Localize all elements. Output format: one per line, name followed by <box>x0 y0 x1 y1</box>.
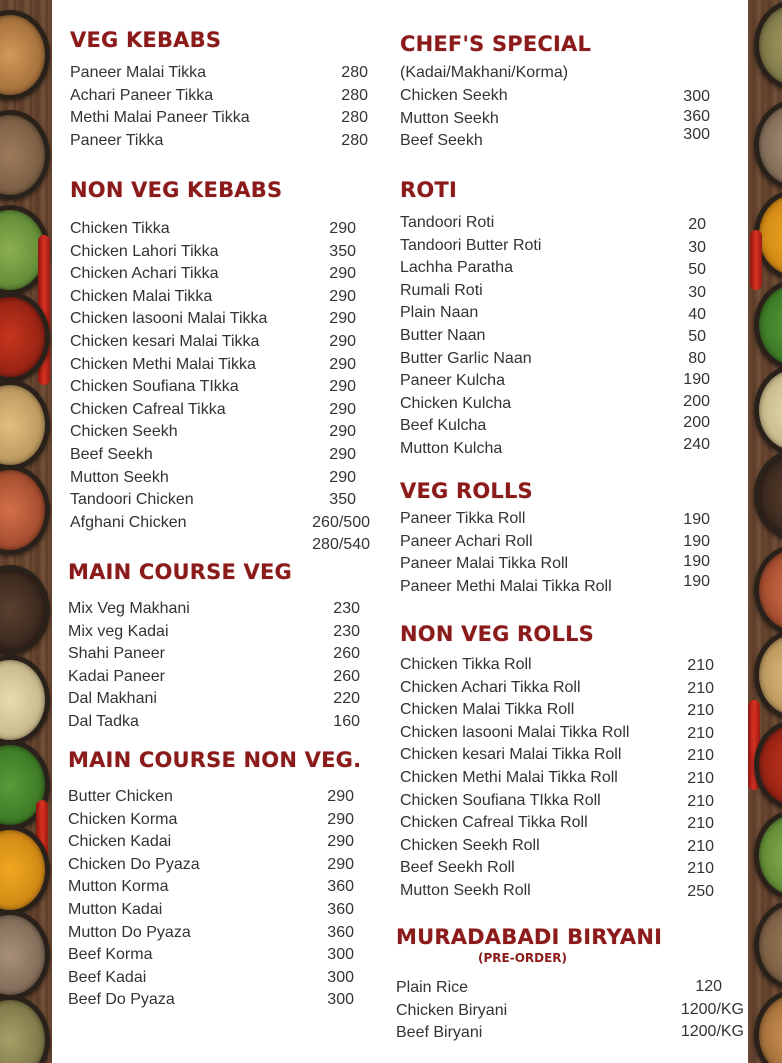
menu-item: Chicken Cafreal Tikka 290 <box>70 399 370 422</box>
menu-item: Paneer Tikka Roll 190 <box>400 508 736 531</box>
bowl-icon <box>754 100 782 190</box>
section-title: VEG KEBABS <box>70 28 222 52</box>
item-price: 290 <box>327 833 354 851</box>
item-price: 220 <box>333 690 360 708</box>
section-title: VEG ROLLS <box>400 479 533 503</box>
item-price: 240 <box>683 435 710 453</box>
item-price: 210 <box>687 860 714 878</box>
item-price: 210 <box>687 815 714 833</box>
menu-item: Chicken Soufiana TIkka 290 <box>70 376 370 399</box>
item-price: 210 <box>687 724 714 742</box>
menu-item: Mix Veg Makhani 230 <box>68 598 370 621</box>
item-price: 250 <box>687 882 714 900</box>
menu-item: Achari Paneer Tikka 280 <box>70 85 370 108</box>
item-price: 210 <box>687 769 714 787</box>
item-price: 50 <box>688 261 706 279</box>
menu-item: Mutton Seekh 290 <box>70 467 370 490</box>
item-price: 290 <box>327 788 354 805</box>
menu-item: Mutton Kulcha 240 <box>400 435 710 457</box>
menu-item: Beef Do Pyaza 300 <box>68 989 370 1012</box>
section-title: NON VEG KEBABS <box>70 178 283 202</box>
item-price: 210 <box>687 702 714 720</box>
menu-item: Chicken Biryani 1200/KG <box>396 1000 736 1023</box>
item-price: 290 <box>327 855 354 873</box>
item-price: 190 <box>683 572 710 590</box>
item-price: 360 <box>327 900 354 918</box>
bowl-icon <box>0 10 50 100</box>
menu-item: Tandoori Butter Roti 30 <box>400 235 736 258</box>
section-veg-kebabs <box>70 28 370 152</box>
menu-item: Beef Kadai 300 <box>68 967 370 990</box>
section-non-veg-rolls <box>400 622 736 903</box>
item-price: 160 <box>333 712 360 730</box>
section-title: NON VEG ROLLS <box>400 622 594 646</box>
menu-item: Lachha Paratha 50 <box>400 257 736 280</box>
bowl-icon <box>754 900 782 990</box>
menu-item: Chicken Seekh 290 <box>70 421 370 444</box>
menu-item: Tandoori Roti 20 <box>400 212 736 235</box>
item-price: 290 <box>329 423 356 441</box>
bowl-icon <box>754 990 782 1063</box>
item-price: 190 <box>683 532 710 550</box>
spice-border-right <box>748 0 782 1063</box>
item-price: 290 <box>329 310 356 328</box>
item-price: 190 <box>683 553 710 571</box>
item-price: 280 <box>341 86 368 104</box>
item-price: 280/540 <box>312 536 370 554</box>
menu-item: Mutton Kadai 360 <box>68 899 370 922</box>
bowl-icon <box>0 655 50 745</box>
menu-item: Chicken Soufiana TIkka Roll 210 <box>400 790 736 813</box>
item-price: 300 <box>683 126 710 144</box>
menu-item: Chicken lasooni Malai Tikka Roll 210 <box>400 722 736 745</box>
item-price: 300 <box>327 991 354 1009</box>
item-price: 30 <box>688 283 706 301</box>
item-price: 290 <box>329 355 356 373</box>
item-price: 290 <box>329 332 356 350</box>
item-price: 1200/KG <box>680 1000 744 1018</box>
menu-item: Dal Tadka 160 <box>68 711 370 734</box>
item-price: 80 <box>688 349 706 367</box>
menu-item: Afghani Chicken 260/500 <box>70 512 370 535</box>
menu-item: Chicken Tikka 290 <box>70 218 370 241</box>
menu-item: Mutton Korma 360 <box>68 876 370 899</box>
item-price: 280 <box>341 131 368 149</box>
item-price: 260/500 <box>312 513 370 531</box>
item-price: 290 <box>329 378 356 396</box>
menu-item: Plain Naan 40 <box>400 302 736 325</box>
menu-item: Methi Malai Paneer Tikka 280 <box>70 107 370 130</box>
section-non-veg-kebabs <box>70 178 370 554</box>
item-price: 1200/KG <box>680 1023 744 1041</box>
menu-item: Chicken Cafreal Tikka Roll 210 <box>400 812 736 835</box>
menu-item: Chicken Achari Tikka 290 <box>70 263 370 286</box>
item-price: 360 <box>683 107 710 125</box>
chili-icon <box>750 230 762 290</box>
bowl-icon <box>754 810 782 900</box>
menu-item: Chicken Kulcha 200 <box>400 392 710 412</box>
menu-item: Chicken Malai Tikka Roll 210 <box>400 699 736 722</box>
menu-page <box>52 0 748 1063</box>
menu-item: Chicken Tikka Roll 210 <box>400 654 736 677</box>
item-price: 210 <box>687 679 714 697</box>
menu-item: Mix veg Kadai 230 <box>68 621 370 644</box>
menu-item: Beef Korma 300 <box>68 944 370 967</box>
menu-item: Chicken Achari Tikka Roll 210 <box>400 677 736 700</box>
bowl-icon <box>754 280 782 370</box>
menu-item: Chicken kesari Malai Tikka 290 <box>70 331 370 354</box>
menu-item: Chicken Seekh 300 <box>400 85 736 108</box>
item-price: 30 <box>688 238 706 256</box>
bowl-icon <box>754 365 782 455</box>
menu-item: Mutton Seekh Roll 250 <box>400 880 736 903</box>
item-price: 190 <box>683 511 710 528</box>
menu-item: Plain Rice 120 <box>396 977 736 1000</box>
item-price: 350 <box>329 242 356 260</box>
section-roti <box>400 178 736 461</box>
menu-item <box>70 534 370 557</box>
menu-item: Kadai Paneer 260 <box>68 666 370 689</box>
item-price: 290 <box>329 400 356 418</box>
item-price: 200 <box>683 414 710 432</box>
item-price: 300 <box>327 946 354 964</box>
menu-item: Chicken Methi Malai Tikka Roll 210 <box>400 767 736 790</box>
item-price: 260 <box>333 667 360 685</box>
section-chefs-special <box>400 32 736 153</box>
bowl-icon <box>0 380 50 470</box>
menu-item: Mutton Seekh 360 <box>400 107 710 127</box>
menu-item: Mutton Do Pyaza 360 <box>68 922 370 945</box>
menu-item: Chicken Kadai 290 <box>68 831 370 854</box>
item-price: 230 <box>333 600 360 617</box>
menu-item: Chicken Malai Tikka 290 <box>70 286 370 309</box>
section-title: MAIN COURSE VEG <box>68 560 292 584</box>
item-price: 210 <box>687 747 714 765</box>
section-muradabadi-biryani <box>396 925 744 1045</box>
menu-item: Beef Seekh 300 <box>400 126 710 150</box>
menu-item: Chicken kesari Malai Tikka Roll 210 <box>400 744 736 767</box>
bowl-icon <box>754 450 782 540</box>
section-title: MURADABADI BIRYANI <box>396 925 663 949</box>
menu-item: Chicken Methi Malai Tikka 290 <box>70 354 370 377</box>
menu-item: Paneer Malai Tikka 280 <box>70 62 370 85</box>
item-price: 190 <box>683 371 710 389</box>
menu-item: Butter Chicken 290 <box>68 786 370 809</box>
menu-item: Beef Kulcha 200 <box>400 414 710 435</box>
item-price: 50 <box>688 327 706 345</box>
item-price: 200 <box>683 392 710 410</box>
item-price: 280 <box>341 64 368 81</box>
section-subtitle: (PRE-ORDER) <box>478 951 568 965</box>
bowl-icon <box>0 910 50 1000</box>
item-price: 210 <box>687 792 714 810</box>
menu-item: Butter Naan 50 <box>400 325 736 348</box>
menu-item: Paneer Achari Roll 190 <box>400 531 736 554</box>
menu-item: Chicken lasooni Malai Tikka 290 <box>70 308 370 331</box>
menu-item: Rumali Roti 30 <box>400 280 736 303</box>
spice-border-left <box>0 0 52 1063</box>
item-price: 210 <box>687 657 714 674</box>
item-price: 360 <box>327 878 354 896</box>
section-title: ROTI <box>400 178 457 202</box>
menu-item: Dal Makhani 220 <box>68 688 370 711</box>
menu-item: Paneer Tikka 280 <box>70 130 370 153</box>
bowl-icon <box>0 995 50 1063</box>
bowl-icon <box>0 110 50 200</box>
item-price: 300 <box>327 968 354 986</box>
section-veg-rolls <box>400 479 736 598</box>
bowl-icon <box>754 0 782 90</box>
item-price: 290 <box>329 287 356 305</box>
menu-item: Beef Biryani 1200/KG <box>396 1022 736 1045</box>
bowl-icon <box>754 545 782 635</box>
item-price: 290 <box>329 265 356 283</box>
section-title: CHEF'S SPECIAL <box>400 32 592 56</box>
item-price: 290 <box>329 220 356 237</box>
section-main-course-veg <box>70 560 370 734</box>
bowl-icon <box>0 465 50 555</box>
menu-item: Paneer Malai Tikka Roll 190 <box>400 553 710 573</box>
item-price: 360 <box>327 923 354 941</box>
item-price: 300 <box>683 88 710 105</box>
item-price: 280 <box>341 109 368 127</box>
bowl-icon <box>0 565 50 655</box>
item-price: 120 <box>695 978 722 995</box>
item-price: 40 <box>688 306 706 324</box>
section-title: MAIN COURSE NON VEG. <box>68 748 362 772</box>
menu-item: Paneer Kulcha 190 <box>400 370 736 393</box>
item-price: 290 <box>329 468 356 486</box>
item-price: 350 <box>329 491 356 509</box>
menu-item: Tandoori Chicken 350 <box>70 489 370 512</box>
menu-item: Chicken Korma 290 <box>68 809 370 832</box>
menu-item: Chicken Do Pyaza 290 <box>68 854 370 877</box>
item-price: 290 <box>329 445 356 463</box>
menu-item: Beef Seekh Roll 210 <box>400 857 736 880</box>
menu-item: Chicken Seekh Roll 210 <box>400 835 736 858</box>
menu-item: Beef Seekh 290 <box>70 444 370 467</box>
item-price: 290 <box>327 810 354 828</box>
item-price: 260 <box>333 645 360 663</box>
section-main-course-non-veg <box>70 748 370 1012</box>
menu-item: Chicken Lahori Tikka 350 <box>70 241 370 264</box>
menu-item: Shahi Paneer 260 <box>68 643 370 666</box>
menu-item: Butter Garlic Naan 80 <box>400 348 736 371</box>
menu-item: Paneer Methi Malai Tikka Roll 190 <box>400 572 710 595</box>
item-price: 210 <box>687 837 714 855</box>
section-note: (Kadai/Makhani/Korma) <box>400 64 569 81</box>
item-price: 230 <box>333 622 360 640</box>
item-price: 20 <box>688 216 706 233</box>
